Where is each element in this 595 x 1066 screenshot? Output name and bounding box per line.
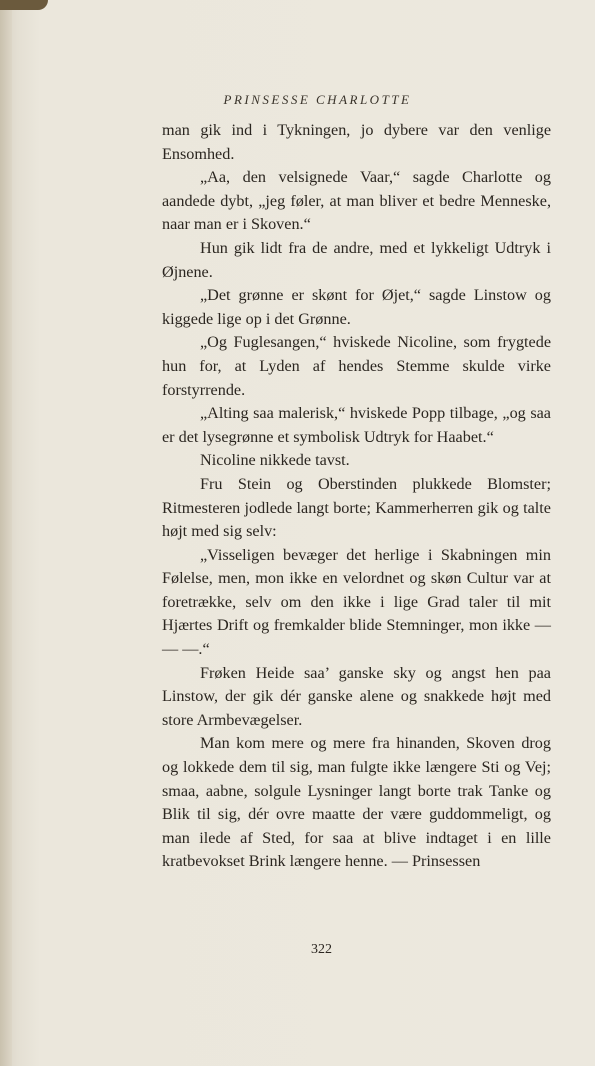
paragraph: Fru Stein og Oberstinden plukkede Blomster; Ritmesteren jodlede langt borte; Kammerherren gik og talte højt med sig selv:	[162, 474, 551, 541]
paragraph: man gik ind i Tykningen, jo dybere var den venlige Ensomhed.	[162, 121, 551, 163]
running-head: PRINSESSE CHARLOTTE	[223, 92, 412, 107]
paragraph: „Alting saa malerisk,“ hviskede Popp tilbage, „og saa er det lysegrønne et symbolisk Udtryk for Haabet.“	[162, 404, 551, 446]
paragraph: „Aa, den velsignede Vaar,“ sagde Charlotte og aandede dybt, „jeg føler, at man bliver et bedre Menneske, naar man er i Skoven.“	[162, 168, 551, 234]
paragraph: Frøken Heide saa’ ganske sky og angst hen paa Linstow, der gik dér ganske alene og snakkede højt med store Armbevægelser.	[162, 663, 551, 729]
paragraph: Hun gik lidt fra de andre, med et lykkeligt Udtryk i Øjnene.	[162, 238, 551, 281]
paragraph: Man kom mere og mere fra hinanden, Skoven drog og lokkede dem til sig, man fulgte ikke længere Sti og Vej; smaa, aabne, solgule Lysninger langt borte trak Tanke og Blik til sig, dér ovre maatte der være guddommeligt, og man ilede af Sted, for saa at blive indtaget i en lille kratbevokset Brink længere henne. — Prinsessen	[162, 734, 551, 871]
paragraph: „Og Fuglesangen,“ hviskede Nicoline, som frygtede hun for, at Lyden af hendes Stemme skulde virke forstyrrende.	[162, 333, 551, 399]
paragraph: „Det grønne er skønt for Øjet,“ sagde Linstow og kiggede lige op i det Grønne.	[162, 286, 551, 328]
binding-edge	[0, 0, 12, 1066]
page-number: 322	[311, 942, 332, 957]
paragraph: Nicoline nikkede tavst.	[200, 451, 350, 470]
body-text	[162, 119, 551, 874]
corner-mark	[0, 0, 48, 10]
paragraph: „Visseligen bevæger det herlige i Skabningen min Følelse, men, mon ikke en velordnet og skøn Cultur var at foretrække, selv om den ikke i lige Grad taler til mit Hjærtes Drift og fremkalder blide Stemninger, mon ikke — — —.“	[162, 545, 551, 659]
